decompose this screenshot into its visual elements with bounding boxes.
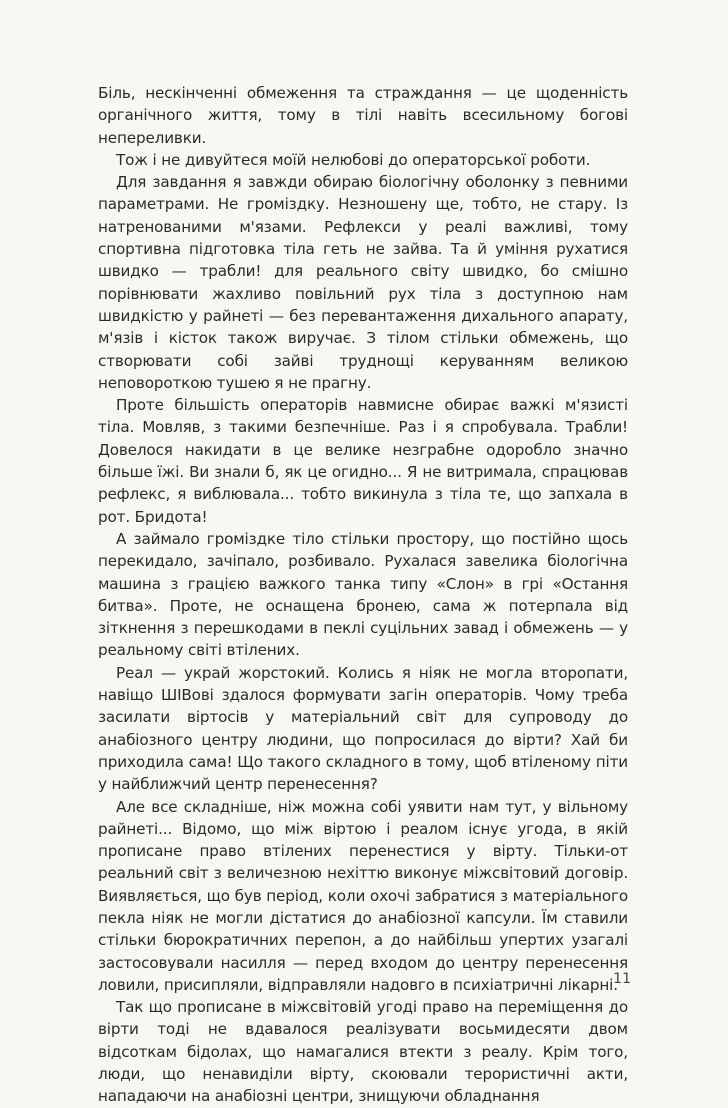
paragraph-5: А займало громіздке тіло стільки простору, що постійно щось перекидало, зачіпало, розбивало. Рухалася завелика біологічна машина з грацією важкого танка типу «Слон» в грі «Остання битва». Проте, не оснащена бронею, сама ж потерпала від зіткнення з перешкодами в пеклі суцільних завад і обмежень — у реальному світі втілених.	[98, 529, 628, 660]
body-text	[98, 82, 628, 1108]
paragraph-8: Так що прописане в міжсвітовій угоді право на переміщення до вірти тоді не вдавалося реалізувати восьмидесяти двом відсоткам бідолах, що намагалися втекти з реалу. Крім того, люди, що ненавиділи вірту, скоювали терористичні акти, нападаючи на анабіозні центри, знищуючи обладнання	[98, 998, 628, 1106]
paragraph-1: Біль, нескінченні обмеження та страждання — це щоденність органічного життя, тому в тілі навіть всесильному богові непереливки.	[98, 84, 628, 147]
paragraph-6: Реал — украй жорстокий. Колись я ніяк не могла второпати, навіщо ШІВові здалося формувати загін операторів. Чому треба засилати віртосів у матеріальний світ для супроводу до анабіозного центру людини, що попросилася до вірти? Хай би приходила сама! Що такого складного в тому, щоб втіленому піти у найближчий центр перенесення?	[98, 663, 628, 794]
paragraph-4: Проте більшість операторів навмисне обирає важкі м'язисті тіла. Мовляв, з такими безпечніше. Раз і я спробувала. Трабли! Довелося накидати в це велике незграбне одоробло значно більше їжі. Ви знали б, як це огидно... Я не витримала, спрацював рефлекс, я виблювала... тобто викинула з тіла те, що запхала в рот. Бридота!	[98, 396, 628, 526]
paragraph-7: Але все складніше, ніж можна собі уявити нам тут, у вільному райнеті... Відомо, що між віртою і реалом існує угода, в якій прописане право втілених перенестися у вірту. Тільки-от реальний світ з величезною нехіттю виконує міжсвітовий договір. Виявляється, що був період, коли охочі забратися з матеріального пекла ніяк не могли дістатися до анабіозної капсули. Їм ставили стільки бюрократичних перепон, а до найбільш упертих узагалі застосовували насилля — перед входом до центру перенесення ловили, присипляли, відправляли надовго в психіатричні лікарні.	[98, 797, 628, 994]
page-number: 11	[613, 971, 631, 987]
paragraph-2: Тож і не дивуйтеся моїй нелюбові до операторської роботи.	[116, 150, 591, 169]
paragraph-3: Для завдання я завжди обираю біологічну оболонку з певними параметрами. Не громіздку. Незношену ще, тобто, не стару. Із натренованими м'язами. Рефлекси у реалі важливі, тому спортивна підготовка тіла геть не зайва. Та й уміння рухатися швидко — трабли! для реального світу швидко, бо смішно порівнювати жахливо повільний рух тіла з доступною нам швидкістю у райнеті — без перевантаження дихального апарату, м'язів і кісток також виручає. З тілом стільки обмежень, що створювати собі зайві труднощі керуванням великою неповороткою тушею я не прагну.	[98, 173, 628, 392]
